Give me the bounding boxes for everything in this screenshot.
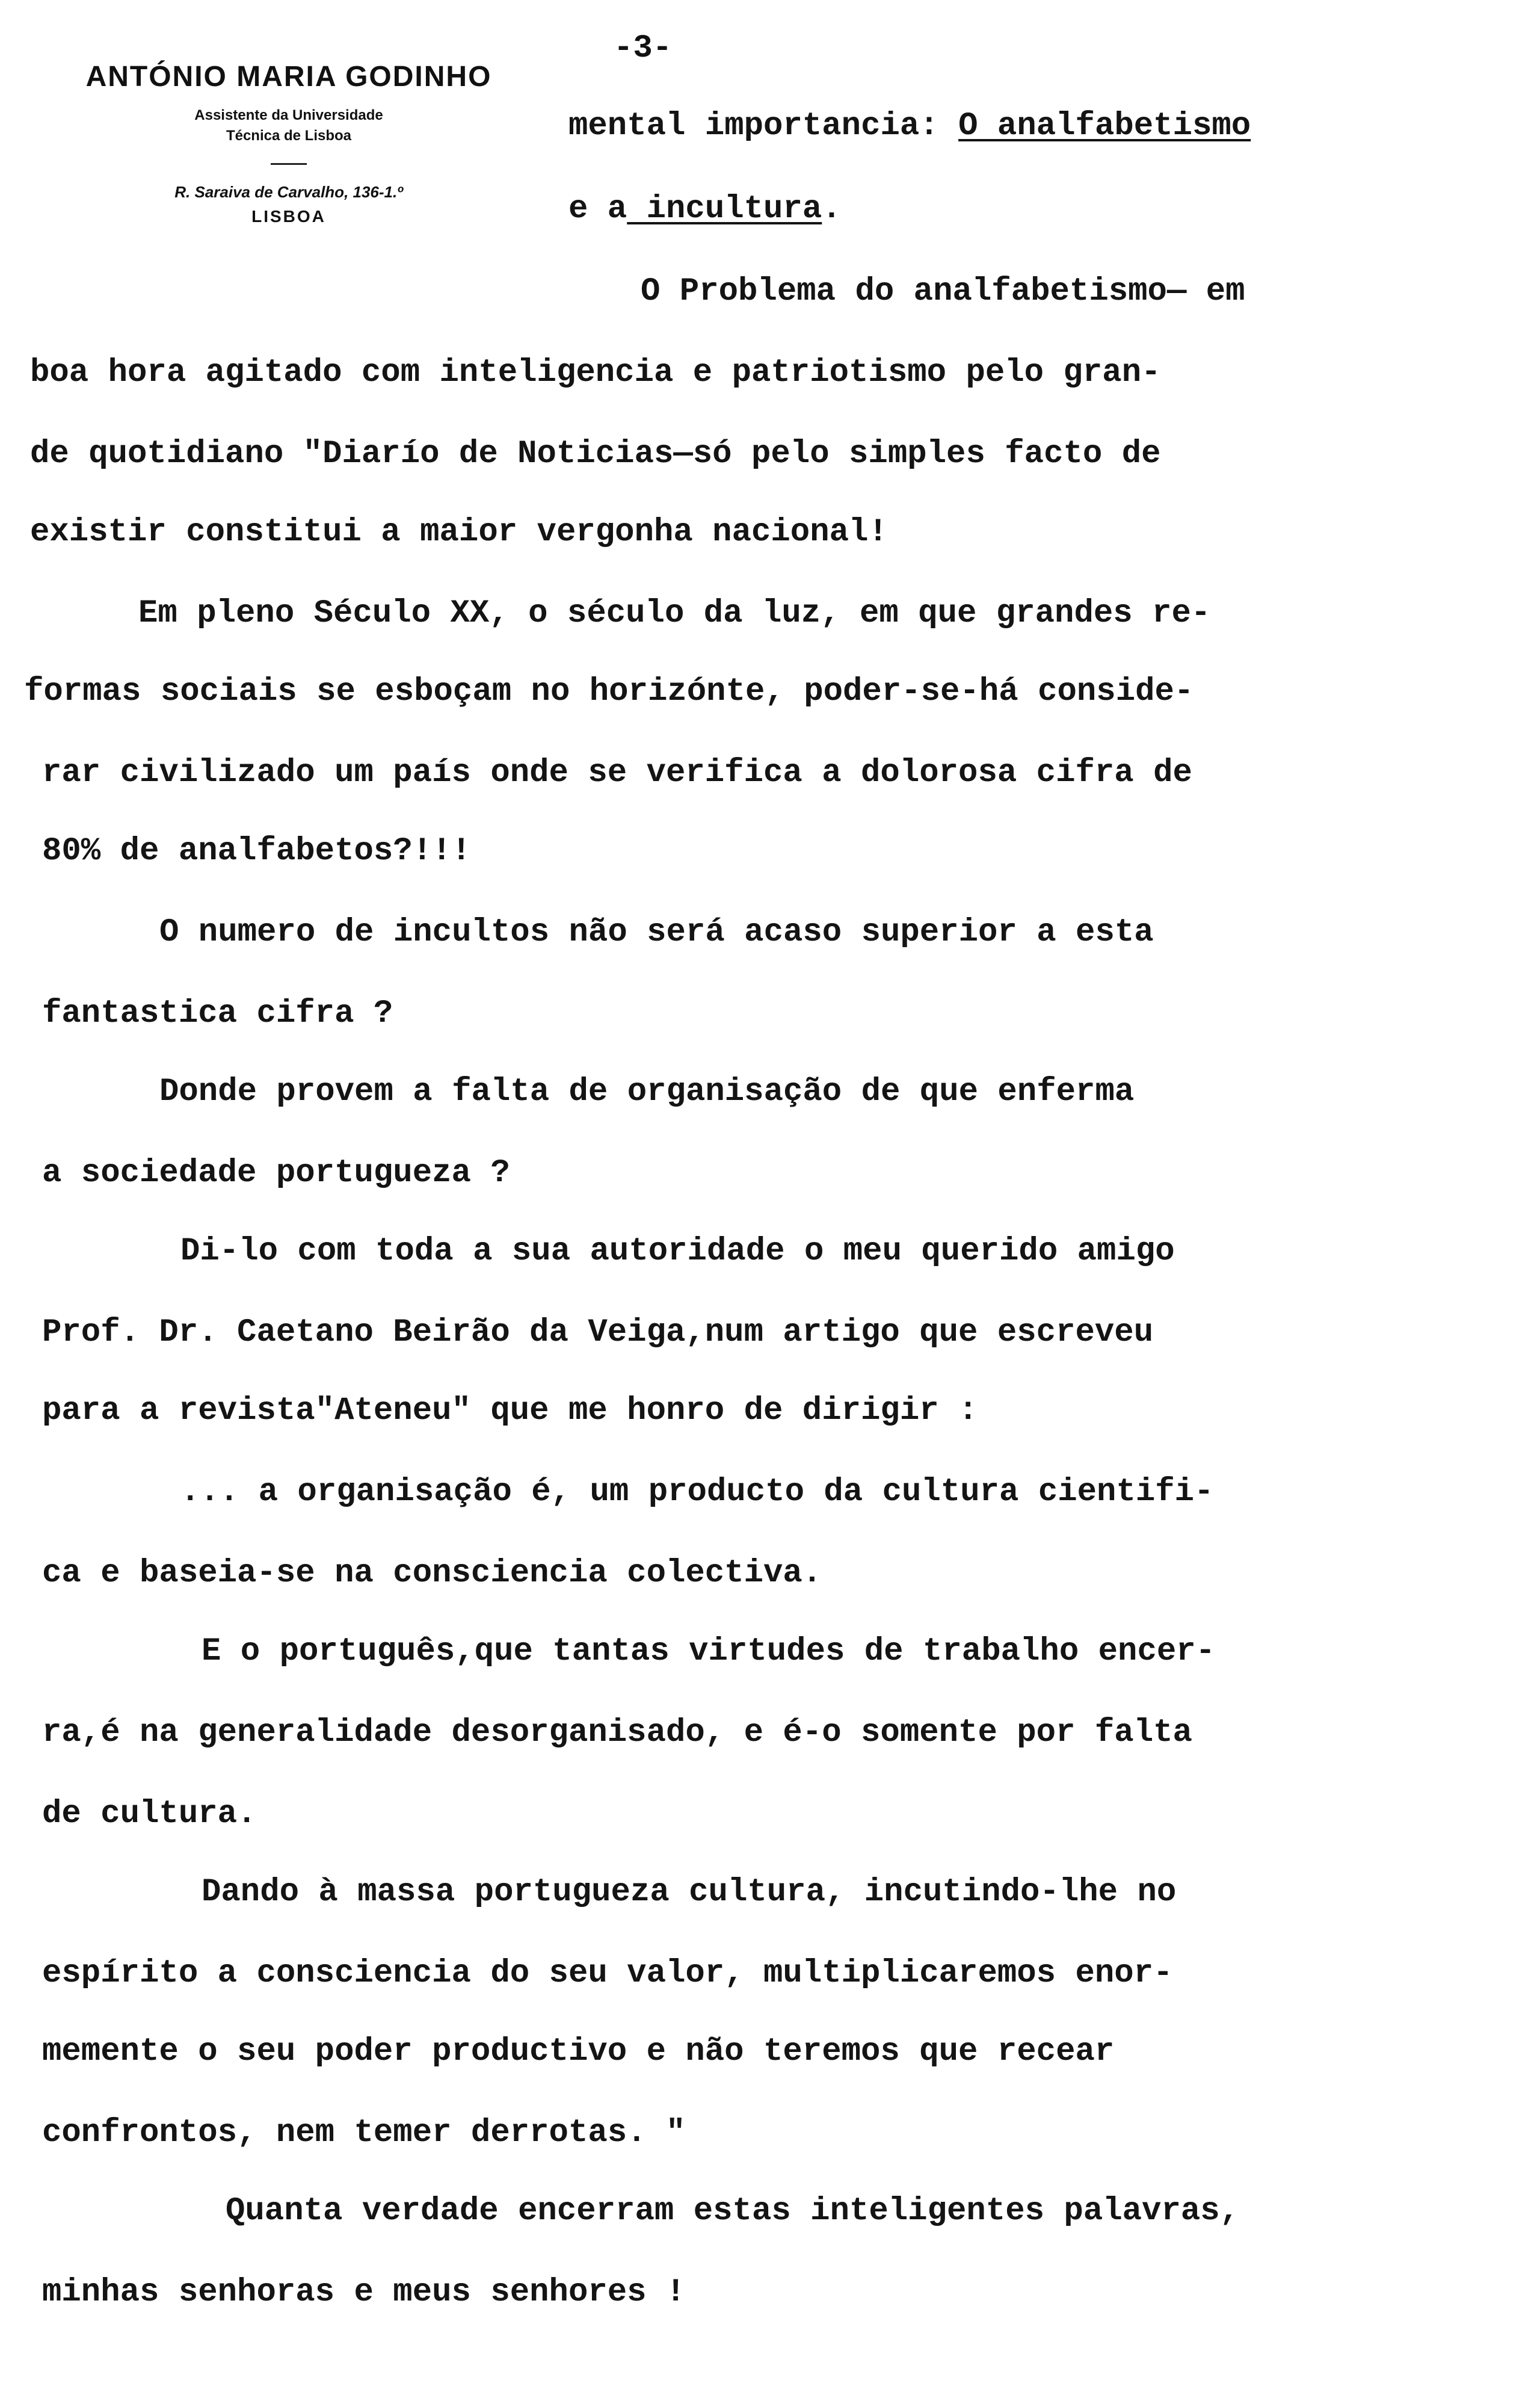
text-line-5: de quotidiano "Diarío de Noticias—só pelo simples facto de (30, 436, 1161, 472)
text-line-12: fantastica cifra ? (42, 995, 393, 1032)
text-line-19: ca e baseia-se na consciencia colectiva. (42, 1555, 822, 1592)
text-line-18: ... a organisação é, um producto da cultura cientifi- (180, 1474, 1214, 1510)
text-line-8: formas sociais se esboçam no horizónte, poder-se-há conside- (24, 673, 1194, 710)
text-line-11: O numero de incultos não será acaso superior a esta (159, 914, 1154, 951)
text-line-6: existir constitui a maior vergonha nacional! (30, 514, 888, 551)
letterhead-title-line2: Técnica de Lisboa (226, 128, 352, 144)
text-line-3: O Problema do analfabetismo— em (641, 273, 1245, 310)
text-line-28: minhas senhoras e meus senhores ! (42, 2274, 686, 2311)
text-line-26: confrontos, nem temer derrotas. " (42, 2115, 686, 2151)
underlined-phrase-incultura: incultura (627, 191, 822, 227)
letterhead-address: R. Saraiva de Carvalho, 136-1.º (174, 183, 403, 201)
text-line-27: Quanta verdade encerram estas inteligentes palavras, (226, 2193, 1240, 2229)
text-line-20: E o português,que tantas virtudes de trabalho encer- (202, 1633, 1216, 1670)
text-line-1 (568, 105, 1251, 147)
text-line-9: rar civilizado um país onde se verifica a dolorosa cifra de (42, 755, 1192, 791)
text-line-15: Di-lo com toda a sua autoridade o meu querido amigo (180, 1233, 1175, 1270)
text-line-2 (568, 188, 842, 230)
text-line-23: Dando à massa portugueza cultura, incutindo-lhe no (202, 1874, 1177, 1911)
letterhead-name: ANTÓNIO MARIA GODINHO (85, 61, 492, 93)
text-line-2-start: e a (568, 191, 627, 227)
text-line-1-start: mental importancia: (568, 108, 959, 144)
text-line-21: ra,é na generalidade desorganisado, e é-o somente por falta (42, 1714, 1192, 1751)
text-line-10: 80% de analfabetos?!!! (42, 833, 471, 870)
text-line-24: espírito a consciencia do seu valor, multiplicaremos enor- (42, 1955, 1173, 1992)
text-line-13: Donde provem a falta de organisação de que enferma (159, 1074, 1135, 1110)
text-line-22: de cultura. (42, 1796, 257, 1832)
letterhead-title-line1: Assistente da Universidade (194, 107, 383, 123)
letterhead-city: LISBOA (251, 207, 326, 226)
text-line-4: boa hora agitado com inteligencia e patriotismo pelo gran- (30, 354, 1161, 391)
page-number: -3- (614, 30, 673, 67)
text-line-7: Em pleno Século XX, o século da luz, em que grandes re- (138, 595, 1211, 632)
letterhead (42, 60, 535, 226)
text-line-17: para a revista"Ateneu" que me honro de dirigir : (42, 1392, 978, 1429)
text-line-25: memente o seu poder productivo e não teremos que recear (42, 2033, 1115, 2070)
text-line-16: Prof. Dr. Caetano Beirão da Veiga,num artigo que escreveu (42, 1314, 1154, 1351)
text-line-2-end: . (822, 191, 842, 227)
letterhead-divider (271, 163, 307, 165)
text-line-14: a sociedade portugueza ? (42, 1155, 510, 1191)
underlined-phrase-analfabetismo: O analfabetismo (958, 108, 1251, 144)
